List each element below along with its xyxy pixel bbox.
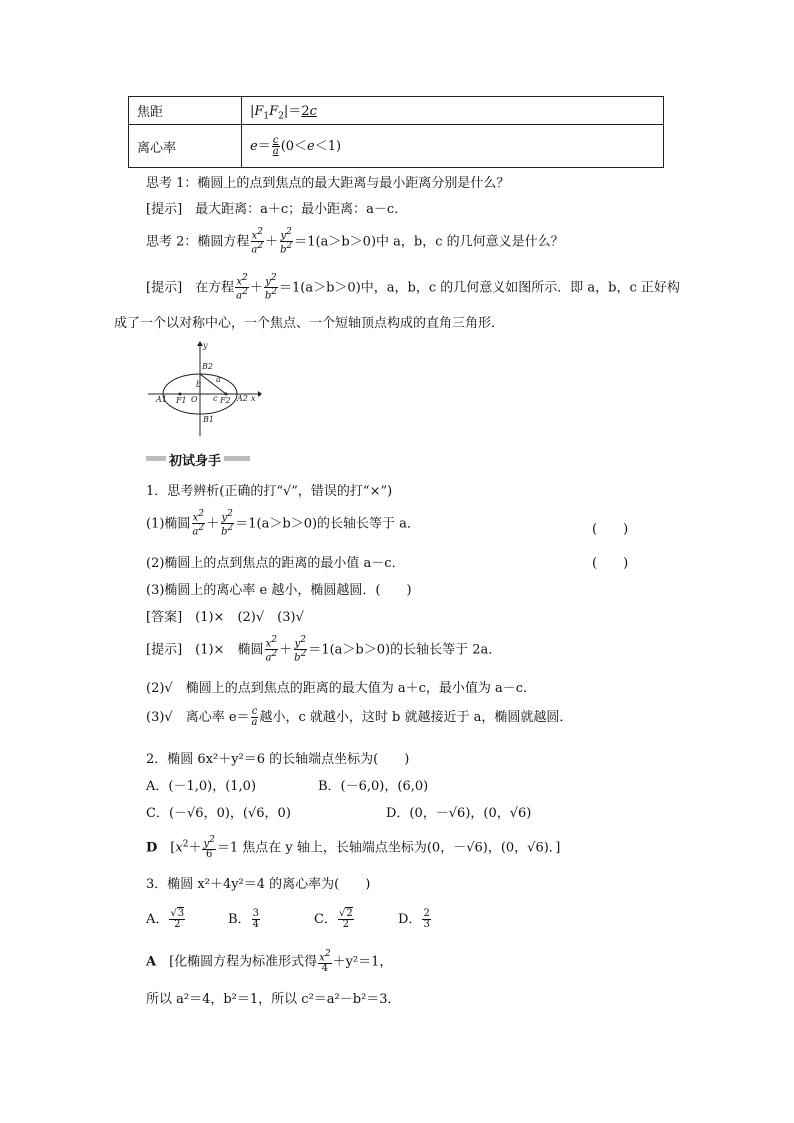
q1-hint3-lead: (3)√ 离心率 e＝ — [146, 710, 250, 725]
q3-answer-line2: 所以 a²＝4，b²＝1，所以 c²＝a²－b²＝3． — [146, 992, 401, 1007]
q3-answer-text: [化椭圆方程为标准形式得 — [169, 954, 318, 970]
triangle-hypotenuse — [200, 374, 226, 394]
label-a2: A2 — [237, 394, 248, 403]
section-title — [146, 450, 250, 467]
label-b2: B2 — [202, 362, 213, 371]
q2-answer-text: 焦点在 y 轴上，长轴端点坐标为(0，－√6)，(0，√6)．] — [242, 840, 561, 856]
q1-hint1-lead: [提示] (1)× 椭圆 — [146, 642, 264, 658]
q3-answer: A [化椭圆方程为标准形式得 $\frac{x^2}{4}$ ＋y²＝1， — [146, 949, 393, 975]
think2-hint-lead: [提示] 在方程 — [146, 280, 235, 296]
label-b1: B1 — [203, 415, 214, 424]
table-cell-value — [242, 125, 664, 168]
q3-option-b: B． $\frac{3}{4}$ — [228, 908, 259, 930]
x-axis-arrow — [258, 391, 262, 397]
q1-item1-lead: (1)椭圆 — [146, 516, 191, 532]
think2-label: 思考 2：椭圆方程 — [146, 234, 250, 250]
q2-option-d: D．(0，－√6)，(0，√6) — [386, 806, 532, 821]
label-f1: F1 — [176, 396, 187, 405]
label-a1: A1 — [156, 395, 167, 404]
q3-options — [146, 900, 626, 940]
label-o: O — [191, 395, 198, 404]
think1-question: 思考 1：椭圆上的点到焦点的最大距离与最小距离分别是什么？ — [146, 176, 510, 191]
table-row — [129, 125, 664, 168]
q1-hint1: [提示] (1)× 椭圆 $\frac{x^2}{a^2}$ ＋ $\frac{y^2}{b^2}$ ＝1(a＞b＞0)的长轴长等于 2a． — [146, 635, 502, 664]
q3-option-c: C． $\frac{√2}{2}$ — [314, 908, 353, 930]
q1-answer: [答案] (1)× (2)√ (3)√ — [146, 610, 304, 625]
focal-distance-formula: $|F_1F_2|=2c$ — [250, 103, 317, 122]
think2-hint: [提示] 在方程 $\frac{x^2}{a^2}$ ＋ $\frac{y^2}{b^2}$ ＝1(a＞b＞0)中，a，b，c 的几何意义如图所示．即 a，b，c 正好构 — [146, 273, 680, 302]
think2-hint-line2: 成了一个以对称中心，一个焦点、一个短轴顶点构成的直角三角形． — [114, 316, 505, 331]
table-cell-value — [242, 97, 664, 125]
q1-hint1-tail: ＝1(a＞b＞0)的长轴长等于 2a． — [308, 642, 502, 658]
q1-item3: (3)椭圆上的离心率 e 越小，椭圆越圆．( ) — [146, 583, 412, 598]
q1-item2: (2)椭圆上的点到焦点的距离的最小值 a－c． — [146, 556, 405, 571]
q2-answer: D [$x^2+$ $\frac{y^2}{6}$ ＝1 焦点在 y 轴上，长轴端点坐标为(0，－√6)，(0，√6)．] — [146, 835, 561, 861]
q2-answer-letter: D — [146, 840, 158, 856]
q2-stem: 2．椭圆 6x²＋y²＝6 的长轴端点坐标为( ) — [146, 752, 410, 767]
think2-tail: ＝1(a＞b＞0)中 a，b，c 的几何意义是什么？ — [294, 234, 564, 250]
q3-stem: 3．椭圆 x²＋4y²＝4 的离心率为( ) — [146, 877, 371, 892]
label-x: x — [251, 394, 256, 403]
think2-hint-tail: ＝1(a＞b＞0)中，a，b，c 的几何意义如图所示．即 a，b，c 正好构 — [279, 280, 680, 296]
q2-option-b: B．(－6,0)，(6,0) — [318, 779, 429, 794]
table-cell-label: 焦距 — [129, 97, 242, 125]
ellipse-properties-table — [128, 96, 664, 168]
eccentricity-formula: e＝ $\frac{c}{a}$ (0＜e＜1) — [250, 135, 342, 157]
q2-option-c: C．(－√6，0)，(√6，0) — [146, 806, 291, 821]
q3-answer-letter: A — [146, 954, 157, 970]
table-cell-label: 离心率 — [129, 125, 242, 168]
q1-hint3-tail: 越小，c 就越小，这时 b 就越接近于 a，椭圆就越圆． — [259, 710, 573, 725]
q1-hint3: (3)√ 离心率 e＝ $\frac{c}{a}$ 越小，c 就越小，这时 b 就越接近于 a，椭圆就越圆． — [146, 706, 573, 728]
q1-item2-paren: ( ) — [592, 556, 629, 571]
think2-question: 思考 2：椭圆方程 $\frac{x^2}{a^2}$ ＋ $\frac{y^2}{b^2}$ ＝1(a＞b＞0)中 a，b，c 的几何意义是什么？ — [146, 227, 564, 256]
label-c: c — [213, 394, 218, 403]
q1-stem: 1．思考辨析(正确的打“√”，错误的打“×”) — [146, 484, 393, 499]
q1-item1: (1)椭圆 $\frac{x^2}{a^2}$ ＋ $\frac{y^2}{b^2}$ ＝1(a＞b＞0)的长轴长等于 a． — [146, 509, 420, 538]
q1-item1-tail: ＝1(a＞b＞0)的长轴长等于 a． — [235, 516, 420, 532]
label-f2: F2 — [220, 396, 231, 405]
think1-hint: [提示] 最大距离：a＋c；最小距离：a－c． — [146, 202, 408, 217]
q3-option-a: A． $\frac{√3}{2}$ — [146, 908, 185, 930]
label-b: b — [196, 380, 202, 389]
section-title-label: 初试身手 — [166, 450, 224, 469]
label-y: y — [203, 341, 208, 350]
ellipse-diagram — [146, 340, 262, 438]
q2-option-a: A．(－1,0)，(1,0) — [146, 779, 257, 794]
q1-hint2: (2)√ 椭圆上的点到焦点的距离的最大值为 a＋c，最小值为 a－c． — [146, 681, 537, 696]
q3-answer-tail: ＋y²＝1， — [332, 954, 393, 970]
label-a: a — [216, 375, 221, 384]
table-row — [129, 97, 664, 125]
q3-option-d: D． $\frac{2}{3}$ — [398, 908, 430, 930]
q1-item1-paren: ( ) — [592, 522, 629, 537]
